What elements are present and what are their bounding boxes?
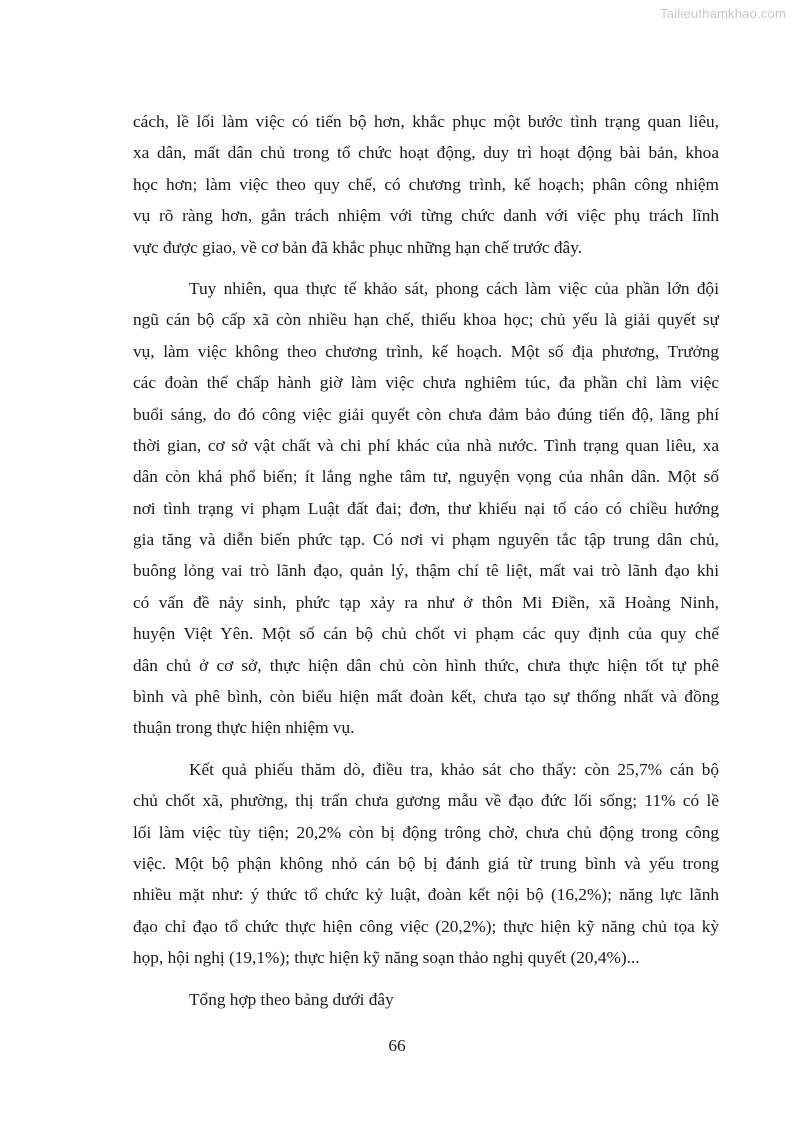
text-line: cách, lề lối làm việc có tiến bộ hơn, khắc phục một bước tình trạng quan liêu, xyxy=(133,112,719,131)
page-number: 66 xyxy=(388,1036,406,1055)
document-body xyxy=(133,106,719,1015)
text-line: dân chủ ở cơ sở, thực hiện dân chủ còn hình thức, chưa thực hiện tốt tự phê xyxy=(133,655,719,675)
text-line: vụ, làm việc không theo chương trình, kế hoạch. Một số địa phương, Trưởng xyxy=(133,341,719,361)
text-line: nhiều mặt như: ý thức tổ chức kỷ luật, đoàn kết nội bộ (16,2%); năng lực lãnh xyxy=(133,885,719,905)
text-line: buổi sáng, do đó công việc giải quyết còn chưa đảm bảo đúng tiến độ, lãng phí xyxy=(133,404,719,424)
text-line: Tuy nhiên, qua thực tế khảo sát, phong cách làm việc của phần lớn đội xyxy=(189,278,719,298)
table-caption: Tổng hợp theo bảng dưới đây xyxy=(189,989,394,1009)
text-line: việc. Một bộ phận không nhỏ cán bộ bị đánh giá từ trung bình và yếu trong xyxy=(133,853,719,873)
text-line: đạo chỉ đạo tổ chức thực hiện công việc (20,2%); thực hiện kỹ năng chủ tọa kỳ xyxy=(133,916,719,936)
text-line: chủ chốt xã, phường, thị trấn chưa gương mẫu về đạo đức lối sống; 11% có lề xyxy=(133,791,719,811)
text-line: học hơn; làm việc theo quy chế, có chương trình, kế hoạch; phân công nhiệm xyxy=(133,174,719,194)
text-line: có vấn đề nảy sinh, phức tạp xảy ra như ở thôn Mi Điền, xã Hoàng Ninh, xyxy=(133,592,719,612)
text-line: dân còn khá phổ biến; ít lắng nghe tâm tư, nguyện vọng của nhân dân. Một số xyxy=(133,467,719,487)
text-line: nơi tình trạng vi phạm Luật đất đai; đơn, thư khiếu nại tố cáo có chiều hướng xyxy=(133,498,719,518)
text-line: họp, hội nghị (19,1%); thực hiện kỹ năng soạn thảo nghị quyết (20,4%)... xyxy=(133,948,640,968)
paragraph-2 xyxy=(133,273,719,744)
text-line: lối làm việc tùy tiện; 20,2% còn bị động trông chờ, chưa chủ động trong công xyxy=(133,822,719,842)
paragraph-1 xyxy=(133,106,719,263)
watermark-text: Tailieuthamkhao.com xyxy=(660,6,786,21)
text-line: gia tăng và diễn biến phức tạp. Có nơi vi phạm nguyên tắc tập trung dân chủ, xyxy=(133,530,719,550)
text-line: buông lỏng vai trò lãnh đạo, quản lý, thậm chí tê liệt, mất vai trò lãnh đạo khi xyxy=(133,561,719,581)
text-line: xa dân, mất dân chủ trong tổ chức hoạt động, duy trì hoạt động bài bản, khoa xyxy=(133,143,719,163)
text-line: vực được giao, về cơ bản đã khắc phục những hạn chế trước đây. xyxy=(133,237,583,257)
text-line: các đoàn thể chấp hành giờ làm việc chưa nghiêm túc, đa phần chỉ làm việc xyxy=(133,373,719,393)
text-line: thuận trong thực hiện nhiệm vụ. xyxy=(133,718,355,738)
text-line: thời gian, cơ sở vật chất và chi phí khác của nhà nước. Tình trạng quan liêu, xa xyxy=(133,435,719,455)
paragraph-3 xyxy=(133,754,719,974)
text-line: Kết quả phiếu thăm dò, điều tra, khảo sát cho thấy: còn 25,7% cán bộ xyxy=(189,759,719,779)
text-line: huyện Việt Yên. Một số cán bộ chủ chốt vi phạm các quy định của quy chế xyxy=(133,624,719,644)
text-line: bình và phê bình, còn biểu hiện mất đoàn kết, chưa tạo sự thống nhất và đồng xyxy=(133,687,719,707)
text-line: vụ rõ ràng hơn, gắn trách nhiệm với từng chức danh với việc phụ trách lĩnh xyxy=(133,206,719,226)
text-line: ngũ cán bộ cấp xã còn nhiều hạn chế, thiếu khoa học; chủ yếu là giải quyết sự xyxy=(133,310,719,330)
